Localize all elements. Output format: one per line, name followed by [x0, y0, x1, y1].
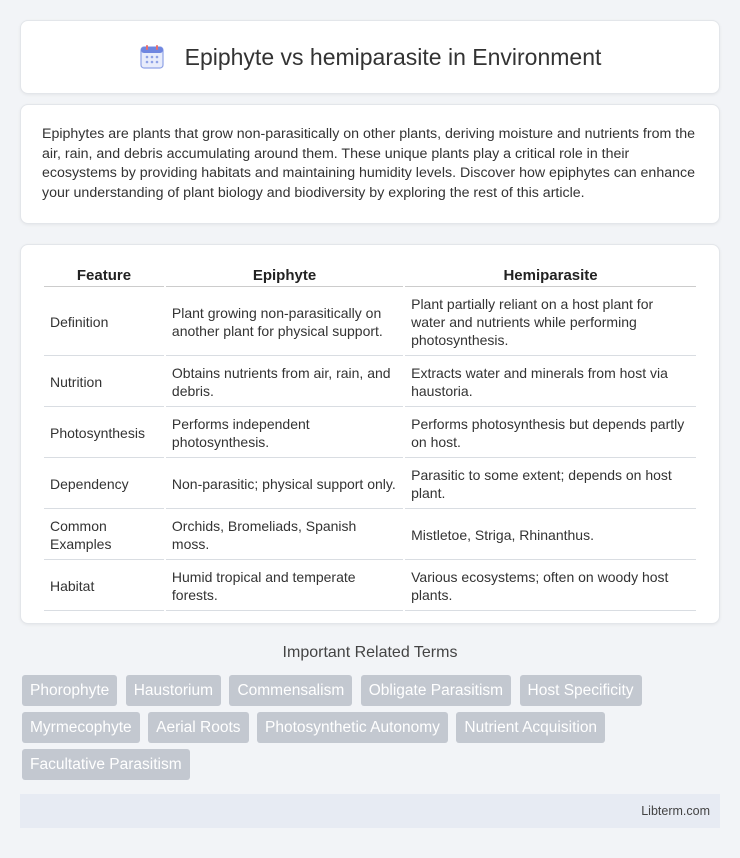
intro-text: Epiphytes are plants that grow non-parasitically on other plants, deriving moisture and nutrients from the air, rain, and debris accumulating around them. These unique plants play a critical role in their ecosystems by providing habitats and maintaining humidity levels. Discover how epiphytes can enhance your understanding of plant biology and biodiversity by exploring the rest of this article. [42, 126, 695, 201]
tag-myrmecophyte[interactable]: Myrmecophyte [22, 712, 140, 743]
page-title: Epiphyte vs hemiparasite in Environment [184, 43, 602, 70]
feature-cell: Habitat [44, 560, 164, 611]
tag-phorophyte[interactable]: Phorophyte [22, 675, 117, 706]
table-row [44, 287, 696, 356]
table-row [44, 407, 696, 458]
header-epiphyte: Epiphyte [166, 263, 403, 287]
epiphyte-cell: Plant growing non-parasitically on another plant for physical support. [166, 287, 403, 356]
footer [20, 794, 720, 828]
tag-commensalism[interactable]: Commensalism [229, 675, 352, 706]
hemiparasite-cell: Mistletoe, Striga, Rhinanthus. [405, 509, 696, 560]
epiphyte-cell: Orchids, Bromeliads, Spanish moss. [166, 509, 403, 560]
epiphyte-cell: Performs independent photosynthesis. [166, 407, 403, 458]
feature-cell: Definition [44, 287, 164, 356]
tag-obligate-parasitism[interactable]: Obligate Parasitism [361, 675, 511, 706]
feature-cell: Dependency [44, 458, 164, 509]
tag-nutrient-acquisition[interactable]: Nutrient Acquisition [456, 712, 605, 743]
tag-host-specificity[interactable]: Host Specificity [520, 675, 642, 706]
calendar-icon [139, 44, 165, 70]
table-row [44, 356, 696, 407]
tag-photosynthetic-autonomy[interactable]: Photosynthetic Autonomy [257, 712, 448, 743]
related-terms-title: Important Related Terms [282, 644, 458, 661]
hemiparasite-cell: Extracts water and minerals from host via haustoria. [405, 356, 696, 407]
table-row [44, 458, 696, 509]
comparison-table [42, 263, 698, 611]
feature-cell: Nutrition [44, 356, 164, 407]
table-row [44, 560, 696, 611]
tag-facultative-parasitism[interactable]: Facultative Parasitism [22, 749, 190, 780]
tag-haustorium[interactable]: Haustorium [126, 675, 221, 706]
comparison-card [20, 244, 720, 624]
hemiparasite-cell: Parasitic to some extent; depends on host plant. [405, 458, 696, 509]
intro-card [20, 104, 720, 224]
feature-cell: Common Examples [44, 509, 164, 560]
table-row [44, 509, 696, 560]
feature-cell: Photosynthesis [44, 407, 164, 458]
hemiparasite-cell: Various ecosystems; often on woody host plants. [405, 560, 696, 611]
related-tags [22, 675, 722, 786]
epiphyte-cell: Obtains nutrients from air, rain, and debris. [166, 356, 403, 407]
epiphyte-cell: Humid tropical and temperate forests. [166, 560, 403, 611]
epiphyte-cell: Non-parasitic; physical support only. [166, 458, 403, 509]
header-hemiparasite: Hemiparasite [405, 263, 696, 287]
hemiparasite-cell: Performs photosynthesis but depends partly on host. [405, 407, 696, 458]
header-feature: Feature [44, 263, 164, 287]
hemiparasite-cell: Plant partially reliant on a host plant for water and nutrients while performing photosynthesis. [405, 287, 696, 356]
header-card [20, 20, 720, 94]
tag-aerial-roots[interactable]: Aerial Roots [148, 712, 248, 743]
footer-site-link[interactable]: Libterm.com [641, 804, 710, 818]
table-header-row [44, 263, 696, 287]
